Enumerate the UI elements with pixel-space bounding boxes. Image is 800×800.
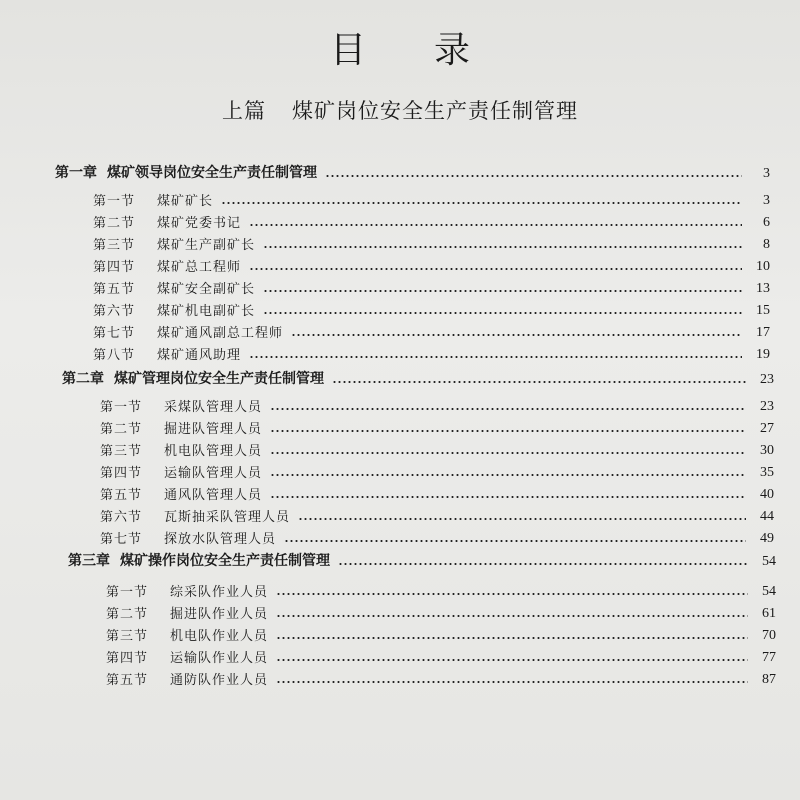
section-page: 17 xyxy=(756,325,770,340)
section-page: 44 xyxy=(760,509,774,524)
heading-char-1: 目 xyxy=(329,30,366,71)
chapter-number: 第二章 xyxy=(62,371,104,387)
section-number: 第一节 xyxy=(106,585,149,600)
section-number: 第五节 xyxy=(106,673,149,688)
section-number: 第四节 xyxy=(100,466,143,481)
section-page: 13 xyxy=(756,281,770,296)
section-1-3-entry[interactable] xyxy=(93,231,770,253)
section-title: 煤矿通风副总工程师 xyxy=(157,326,284,341)
chapter-page: 54 xyxy=(762,554,776,569)
section-title: 机电队作业人员 xyxy=(170,629,269,644)
section-title: 运输队作业人员 xyxy=(170,651,269,666)
section-3-1-entry[interactable] xyxy=(106,578,776,600)
dot-leader xyxy=(270,407,746,411)
section-1-6-entry[interactable] xyxy=(93,297,770,319)
section-number: 第四节 xyxy=(106,651,149,666)
section-title: 通防队作业人员 xyxy=(170,673,269,688)
section-3-2-entry[interactable] xyxy=(106,600,776,622)
section-1-5-entry[interactable] xyxy=(93,275,770,297)
chapter-1-entry[interactable] xyxy=(55,160,770,182)
section-title: 通风队管理人员 xyxy=(164,488,263,503)
section-page: 54 xyxy=(762,584,776,599)
section-number: 第二节 xyxy=(106,607,149,622)
section-1-4-entry[interactable] xyxy=(93,253,770,275)
dot-leader xyxy=(325,174,742,178)
section-title: 煤矿党委书记 xyxy=(157,216,242,231)
chapter-3-entry[interactable] xyxy=(68,548,776,570)
section-title: 采煤队管理人员 xyxy=(164,400,263,415)
section-page: 87 xyxy=(762,672,776,687)
section-number: 第二节 xyxy=(93,216,136,231)
section-title: 机电队管理人员 xyxy=(164,444,263,459)
section-title: 运输队管理人员 xyxy=(164,466,263,481)
dot-leader xyxy=(249,355,742,359)
section-3-4-entry[interactable] xyxy=(106,644,776,666)
dot-leader xyxy=(221,201,742,205)
section-title: 综采队作业人员 xyxy=(170,585,269,600)
section-1-2-entry[interactable] xyxy=(93,209,770,231)
section-3-3-entry[interactable] xyxy=(106,622,776,644)
dot-leader xyxy=(338,562,748,566)
dot-leader xyxy=(276,614,748,618)
dot-leader xyxy=(291,333,742,337)
section-number: 第七节 xyxy=(100,532,143,547)
chapter-title: 煤矿操作岗位安全生产责任制管理 xyxy=(120,553,330,569)
section-page: 8 xyxy=(763,237,770,252)
section-title: 煤矿总工程师 xyxy=(157,260,242,275)
section-page: 6 xyxy=(763,215,770,230)
section-number: 第二节 xyxy=(100,422,143,437)
section-page: 77 xyxy=(762,650,776,665)
section-page: 10 xyxy=(756,259,770,274)
chapter-title: 煤矿领导岗位安全生产责任制管理 xyxy=(107,165,317,181)
section-3-5-entry[interactable] xyxy=(106,666,776,688)
section-title: 煤矿机电副矿长 xyxy=(157,304,256,319)
section-number: 第五节 xyxy=(93,282,136,297)
section-page: 70 xyxy=(762,628,776,643)
section-1-1-entry[interactable] xyxy=(93,187,770,209)
section-number: 第七节 xyxy=(93,326,136,341)
section-page: 27 xyxy=(760,421,774,436)
section-page: 19 xyxy=(756,347,770,362)
dot-leader xyxy=(270,473,746,477)
section-2-6-entry[interactable] xyxy=(100,503,774,525)
dot-leader xyxy=(276,658,748,662)
section-title: 瓦斯抽采队管理人员 xyxy=(164,510,291,525)
section-2-4-entry[interactable] xyxy=(100,459,774,481)
section-number: 第五节 xyxy=(100,488,143,503)
toc-heading xyxy=(0,22,800,73)
dot-leader xyxy=(270,495,746,499)
section-2-5-entry[interactable] xyxy=(100,481,774,503)
chapter-number: 第三章 xyxy=(68,553,110,569)
dot-leader xyxy=(276,680,748,684)
dot-leader xyxy=(263,311,742,315)
section-page: 40 xyxy=(760,487,774,502)
chapter-page: 23 xyxy=(760,372,774,387)
chapter-page: 3 xyxy=(763,166,770,181)
section-number: 第一节 xyxy=(93,194,136,209)
section-page: 35 xyxy=(760,465,774,480)
section-title: 掘进队管理人员 xyxy=(164,422,263,437)
chapter-number: 第一章 xyxy=(55,165,97,181)
section-title: 煤矿矿长 xyxy=(157,194,214,209)
section-number: 第六节 xyxy=(93,304,136,319)
section-title: 煤矿通风助理 xyxy=(157,348,242,363)
dot-leader xyxy=(263,245,742,249)
section-number: 第三节 xyxy=(106,629,149,644)
chapter-title: 煤矿管理岗位安全生产责任制管理 xyxy=(114,371,324,387)
section-2-7-entry[interactable] xyxy=(100,525,774,547)
dot-leader xyxy=(276,636,748,640)
dot-leader xyxy=(332,380,746,384)
section-page: 30 xyxy=(760,443,774,458)
dot-leader xyxy=(249,267,742,271)
section-page: 23 xyxy=(760,399,774,414)
section-number: 第八节 xyxy=(93,348,136,363)
dot-leader xyxy=(284,539,746,543)
dot-leader xyxy=(298,517,746,521)
section-number: 第三节 xyxy=(100,444,143,459)
section-page: 61 xyxy=(762,606,776,621)
section-number: 第六节 xyxy=(100,510,143,525)
section-1-7-entry[interactable] xyxy=(93,319,770,341)
heading-char-2: 录 xyxy=(434,30,471,71)
section-number: 第四节 xyxy=(93,260,136,275)
section-title: 煤矿生产副矿长 xyxy=(157,238,256,253)
dot-leader xyxy=(270,451,746,455)
section-2-1-entry[interactable] xyxy=(100,393,774,415)
part-title xyxy=(0,95,800,125)
chapter-2-entry[interactable] xyxy=(62,366,774,388)
section-page: 49 xyxy=(760,531,774,546)
section-page: 15 xyxy=(756,303,770,318)
part-name: 煤矿岗位安全生产责任制管理 xyxy=(292,99,578,123)
section-number: 第三节 xyxy=(93,238,136,253)
section-title: 掘进队作业人员 xyxy=(170,607,269,622)
dot-leader xyxy=(270,429,746,433)
section-1-8-entry[interactable] xyxy=(93,341,770,363)
section-title: 探放水队管理人员 xyxy=(164,532,277,547)
part-number: 上篇 xyxy=(222,99,266,123)
section-page: 3 xyxy=(763,193,770,208)
section-number: 第一节 xyxy=(100,400,143,415)
dot-leader xyxy=(249,223,742,227)
section-2-3-entry[interactable] xyxy=(100,437,774,459)
dot-leader xyxy=(276,592,748,596)
dot-leader xyxy=(263,289,742,293)
section-2-2-entry[interactable] xyxy=(100,415,774,437)
section-title: 煤矿安全副矿长 xyxy=(157,282,256,297)
